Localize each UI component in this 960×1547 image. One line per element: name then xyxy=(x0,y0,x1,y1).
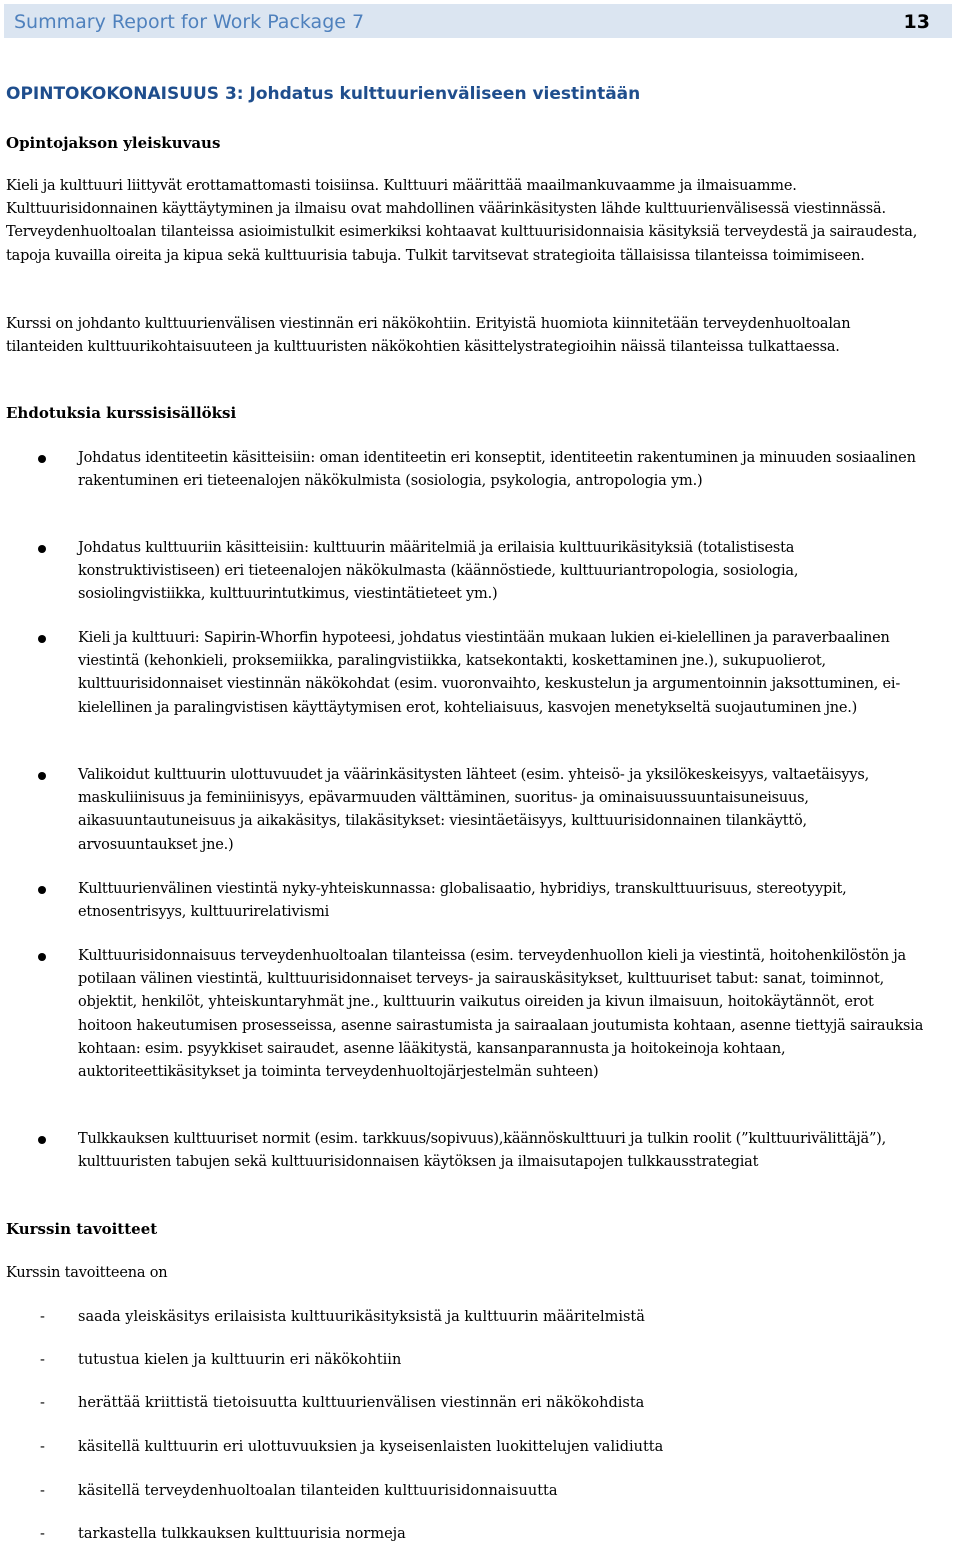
dash-marker: - xyxy=(40,1309,45,1325)
page-header xyxy=(4,4,952,38)
overview-paragraph-1: Kieli ja kulttuuri liittyvät erottamattomasti toisiinsa. Kulttuuri määrittää maailmankuvaamme ja ilmaisuamme. Kulttuurisidonnainen käyttäytyminen ja ilmaisu ovat mahdollinen väärinkäsitysten lähde kulttuurienvälisessä viestinnässä. Terveydenhuoltoalan tilanteissa asioimistulkit esimerkiksi kohtaavat kulttuurisidonnaisia käsityksiä terveydestä ja sairaudesta, tapoja kuvailla oireita ja kipua sekä kulttuurisia tabuja. Tulkit tarvitsevat strategioita tällaisissa tilanteissa toimimiseen. xyxy=(6,178,918,264)
dash-marker: - xyxy=(40,1395,45,1411)
list-item-text: Kulttuurienvälinen viestintä nyky-yhteiskunnassa: globalisaatio, hybridiys, transkulttuurisuus, stereotyypit, etnosentrisyys, kulttuurirelativismi xyxy=(78,881,847,921)
list-item-text: käsitellä terveydenhuoltoalan tilanteiden kulttuurisidonnaisuutta xyxy=(78,1483,558,1499)
report-title: Summary Report for Work Package 7 xyxy=(14,11,365,33)
list-item-text: Valikoidut kulttuurin ulottuvuudet ja väärinkäsitysten lähteet (esim. yhteisö- ja yksilökeskeisyys, valtaetäisyys, maskuliinisuus ja feminiinisyys, epävarmuuden välttäminen, suoritus- ja ominaisuussuuntaisuneisuus, aikasuuntautuneisuus ja aikakäsitys, tilakäsitykset: viesintäetäisyys, kulttuurisidonnainen tilankäyttö, arvosuuntaukset jne.) xyxy=(78,767,869,853)
page-title: OPINTOKOKONAISUUS 3: Johdatus kulttuurienväliseen viestintään xyxy=(6,84,641,104)
list-item-text: tutustua kielen ja kulttuurin eri näkökohtiin xyxy=(78,1352,402,1368)
list-item-text: herättää kriittistä tietoisuutta kulttuurienvälisen viestinnän eri näkökohdista xyxy=(78,1395,645,1411)
goals-intro: Kurssin tavoitteena on xyxy=(6,1265,168,1281)
list-item-text: käsitellä kulttuurin eri ulottuvuuksien ja kyseisenlaisten luokittelujen validiutta xyxy=(78,1439,664,1455)
list-item-text: Johdatus kulttuuriin käsitteisiin: kulttuurin määritelmiä ja erilaisia kulttuurikäsityksiä (totalistisesta konstruktivistiseen) eri tieteenalojen näkökulmasta (käännöstiede, kulttuuriantropologia, sosiologia, sosiolingvistiikka, kulttuurintutkimus, viestintätieteet ym.) xyxy=(78,540,799,603)
bullet-icon xyxy=(38,635,46,643)
list-item-text: Tulkkauksen kulttuuriset normit (esim. tarkkuus/sopivuus),käännöskulttuuri ja tulkin roolit (”kulttuurivälittäjä”), kulttuuristen tabujen sekä kulttuurisidonnaisen käytöksen ja ilmaisutapojen tulkkausstrategiat xyxy=(78,1131,887,1171)
bullet-icon xyxy=(38,1136,46,1144)
list-item-text: Kulttuurisidonnaisuus terveydenhuoltoalan tilanteissa (esim. terveydenhuollon kieli ja viestintä, hoitohenkilöstön ja potilaan välinen viestintä, kulttuurisidonnaiset terveys- ja sairauskäsitykset, kulttuuriset tabut: sanat, toiminnot, objektit, henkilöt, yhteiskuntaryhmät jne., kulttuurin vaikutus oireiden ja kivun ilmaisuun, hoitokäytännöt, erot hoitoon hakeutumisen prosesseissa, asenne sairastumista ja sairaalaan joutumista kohtaan, asenne tiettyjä sairauksia kohtaan: esim. psyykkiset sairaudet, asenne lääkitystä, kansanparannusta ja hoitokeinoja kohtaan, auktoriteettikäsitykset ja toiminta terveydenhuoltojärjestelmän suhteen) xyxy=(78,948,924,1081)
overview-paragraph-2: Kurssi on johdanto kulttuurienvälisen viestinnän eri näkökohtiin. Erityistä huomiota kiinnitetään terveydenhuoltoalan tilanteiden kulttuurikohtaisuuteen ja kulttuuristen näkökohtien käsittelystrategioihin näissä tilanteissa tulkattaessa. xyxy=(6,316,851,356)
bullet-icon xyxy=(38,772,46,780)
overview-heading: Opintojakson yleiskuvaus xyxy=(6,134,221,152)
dash-marker: - xyxy=(40,1439,45,1455)
dash-marker: - xyxy=(40,1526,45,1542)
bullet-icon xyxy=(38,953,46,961)
list-item-text: saada yleiskäsitys erilaisista kulttuurikäsityksistä ja kulttuurin määritelmistä xyxy=(78,1309,645,1325)
dash-marker: - xyxy=(40,1352,45,1368)
dash-marker: - xyxy=(40,1483,45,1499)
list-item-text: tarkastella tulkkauksen kulttuurisia normeja xyxy=(78,1526,406,1542)
list-item-text: Kieli ja kulttuuri: Sapirin-Whorfin hypoteesi, johdatus viestintään mukaan lukien ei-kielellinen ja paraverbaalinen viestintä (kehonkieli, proksemiikka, paralingvistiikka, katsekontakti, koskettaminen jne.), sukupuolierot, kulttuurisidonnaiset viestinnän näkökohdat (esim. vuoronvaihto, keskustelun ja argumentoinnin jaksottuminen, ei-kielellinen ja paralingvistisen käyttäytymisen erot, kohteliaisuus, kasvojen menetykseltä suojautuminen jne.) xyxy=(78,630,901,716)
bullet-icon xyxy=(38,886,46,894)
page-number: 13 xyxy=(903,11,930,33)
contents-heading: Ehdotuksia kurssisisällöksi xyxy=(6,404,237,422)
bullet-icon xyxy=(38,545,46,553)
bullet-icon xyxy=(38,455,46,463)
list-item-text: Johdatus identiteetin käsitteisiin: oman identiteetin eri konseptit, identiteetin rakentuminen ja minuuden sosiaalinen rakentuminen eri tieteenalojen näkökulmista (sosiologia, psykologia, antropologia ym.) xyxy=(78,450,916,490)
goals-heading: Kurssin tavoitteet xyxy=(6,1220,158,1238)
